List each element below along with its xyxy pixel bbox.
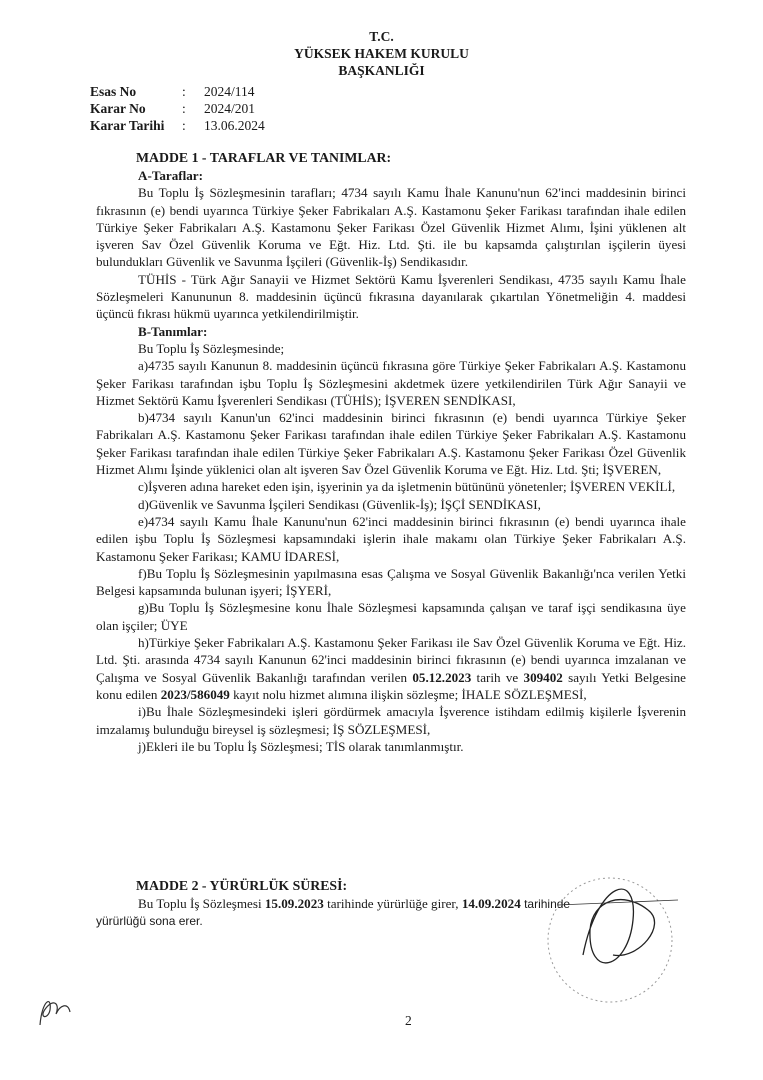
header-presidency: BAŞKANLIĞI bbox=[338, 63, 425, 78]
a-taraflar-p1: Bu Toplu İş Sözleşmesinin tarafları; 4734 sayılı Kamu İhale Kanunu'nun 62'inci maddesinin birinci fıkrasının (e) bendi uyarınca Türkiye Şeker Fabrikaları A.Ş. Kastamonu Şeker Farikası tarafından ihale edilen Türkiye Şeker Fabrikaları A.Ş. Kastamonu Şeker Farikası Özel Güvenlik Hizmet Alımı, İşini yüklenen alt işveren Sav Özel Güvenlik Koruma ve Eğt. Hiz. Ltd. Şti. ile bu kapsamda çalıştırılan işçilerin üyesi bulundukları Güvenlik ve Savunma İşçileri (Güvenlik-İş) Sendikasıdır. bbox=[96, 185, 686, 270]
page-number: 2 bbox=[405, 1013, 412, 1028]
b-tanimlar-intro: Bu Toplu İş Sözleşmesinde; bbox=[138, 340, 285, 356]
h-ikn: 2023/586049 bbox=[160, 686, 230, 702]
definition-g: g)Bu Toplu İş Sözleşmesine konu İhale Sözleşmesi kapsamında çalışan ve taraf işçi sendikasına üye olan işçiler; ÜYE bbox=[96, 600, 686, 633]
karar-label: Karar No bbox=[90, 101, 146, 116]
a-taraflar-p2: TÜHİS - Türk Ağır Sanayii ve Hizmet Sektörü Kamu İşverenleri Sendikası, 4735 sayılı Kamu İhale Sözleşmeleri Kanununun 8. maddesinin üçüncü fıkrasına dayanılarak çıkartılan Yönetmeliğin 4. maddesi üçüncü fıkrası hükmü uyarınca yetkilendirilmiştir. bbox=[96, 271, 686, 322]
a-taraflar-title: A-Taraflar: bbox=[138, 168, 203, 183]
definition-c: c)İşveren adına hareket eden işin, işyerinin ya da işletmenin bütününü yönetenler; İŞVEREN VEKİLİ, bbox=[138, 479, 676, 495]
definition-b: b)4734 sayılı Kanun'un 62'inci maddesinin birinci fıkrasının (e) bendi uyarınca Türkiye Şeker Fabrikaları A.Ş. Kastamonu Şeker Farikası tarafından ihale edilen Türkiye Şeker Fabrikaları A.Ş. Kastamonu Şeker Farikası tarafından ihale edilen Türkiye Şeker Fabrikaları A.Ş. Kastamonu Şeker Farikası Özel Güvenlik Hizmet Alımı İşinde yüklenici olan alt işveren Sav Özel Güvenlik Koruma ve Eğt. Hiz. Ltd. Şti; İŞVEREN, bbox=[96, 410, 686, 478]
madde2-p1-line2: yürürlüğü sona erer. bbox=[96, 914, 203, 929]
definition-j: j)Ekleri ile bu Toplu İş Sözleşmesi; TİS olarak tanımlanmıştır. bbox=[138, 738, 464, 754]
tarih-row bbox=[90, 117, 265, 134]
esas-row bbox=[90, 83, 265, 100]
b-tanimlar-title: B-Tanımlar: bbox=[138, 323, 208, 339]
tarih-label: Karar Tarihi bbox=[90, 118, 165, 133]
header-tc: T.C. bbox=[369, 29, 394, 44]
madde2-p1: Bu Toplu İş Sözleşmesi 15.09.2023 tarihinde yürürlüğe girer, 14.09.2024 tarihinde bbox=[138, 896, 571, 911]
definition-f: f)Bu Toplu İş Sözleşmesinin yapılmasına esas Çalışma ve Sosyal Güvenlik Bakanlığı'nca verilen Yetki Belgesi kapsamında bulunan işyeri; İŞYERİ, bbox=[96, 565, 686, 599]
end-date: 14.09.2024 bbox=[461, 896, 521, 911]
definition-h: h)Türkiye Şeker Fabrikaları A.Ş. Kastamonu Şeker Farikası ile Sav Özel Güvenlik Koruma ve Eğt. Hiz. Ltd. Şti. arasında 4734 sayılı Kanunun 62'inci maddesinin birinci fıkrasının (e) bendi uyarınca imzalanan ve Çalışma ve Sosyal Güvenlik Bakanlığı tarafından verilen 05.12.2023 tarih ve 309402 sayılı Yetki Belgesine konu edilen 2023/586049 kayıt nolu hizmet alımına ilişkin sözleşme; İHALE SÖZLEŞMESİ, bbox=[96, 635, 686, 702]
h-date: 05.12.2023 bbox=[412, 669, 472, 685]
case-meta bbox=[90, 83, 265, 134]
colon: : bbox=[182, 118, 186, 133]
definition-e: e)4734 sayılı Kamu İhale Kanunu'nun 62'inci maddesinin birinci fıkrasının (e) bendi uyarınca ihale edilen işbu Toplu İş Sözleşmesi kapsamındaki işlerin ihale makamı olan Türkiye Şeker Fabrikaları A.Ş. Kastamonu Şeker Farikası; KAMU İDARESİ, bbox=[96, 513, 686, 564]
madde2-title: MADDE 2 - YÜRÜRLÜK SÜRESİ: bbox=[136, 878, 348, 893]
definition-d: d)Güvenlik ve Savunma İşçileri Sendikası (Güvenlik-İş); İŞÇİ SENDİKASI, bbox=[138, 496, 541, 512]
tarih-value: 13.06.2024 bbox=[204, 118, 265, 133]
madde1-body bbox=[96, 167, 686, 755]
karar-value: 2024/201 bbox=[204, 101, 256, 116]
start-date: 15.09.2023 bbox=[264, 896, 324, 911]
header-institution: YÜKSEK HAKEM KURULU bbox=[294, 46, 469, 61]
definition-a: a)4735 sayılı Kanunun 8. maddesinin üçüncü fıkrasına göre Türkiye Şeker Fabrikaları A.Ş. Kastamonu Şeker Farikası tarafından işbu Toplu İş Sözleşmesini akdetmek üzere yetkilendirilen Türk Ağır Sanayii ve Hizmet Sektörü Kamu İşverenleri Sendikası (TÜHİS); İŞVEREN SENDİKASI, bbox=[96, 358, 686, 408]
colon: : bbox=[182, 84, 186, 99]
h-number: 309402 bbox=[523, 669, 563, 685]
initials-signature-icon bbox=[30, 990, 80, 1035]
karar-row bbox=[90, 100, 265, 117]
stamp-signature-icon bbox=[528, 860, 718, 1010]
definition-i: i)Bu İhale Sözleşmesindeki işleri gördürmek amacıyla İşverence istihdam edilmiş kişilerle İşverenin imzalamış bulunduğu bireysel iş sözleşmesi; İŞ SÖZLEŞMESİ, bbox=[96, 704, 686, 737]
esas-label: Esas No bbox=[90, 84, 137, 99]
colon: : bbox=[182, 101, 186, 116]
esas-value: 2024/114 bbox=[204, 84, 255, 99]
madde1-title: MADDE 1 - TARAFLAR VE TANIMLAR: bbox=[136, 150, 392, 165]
